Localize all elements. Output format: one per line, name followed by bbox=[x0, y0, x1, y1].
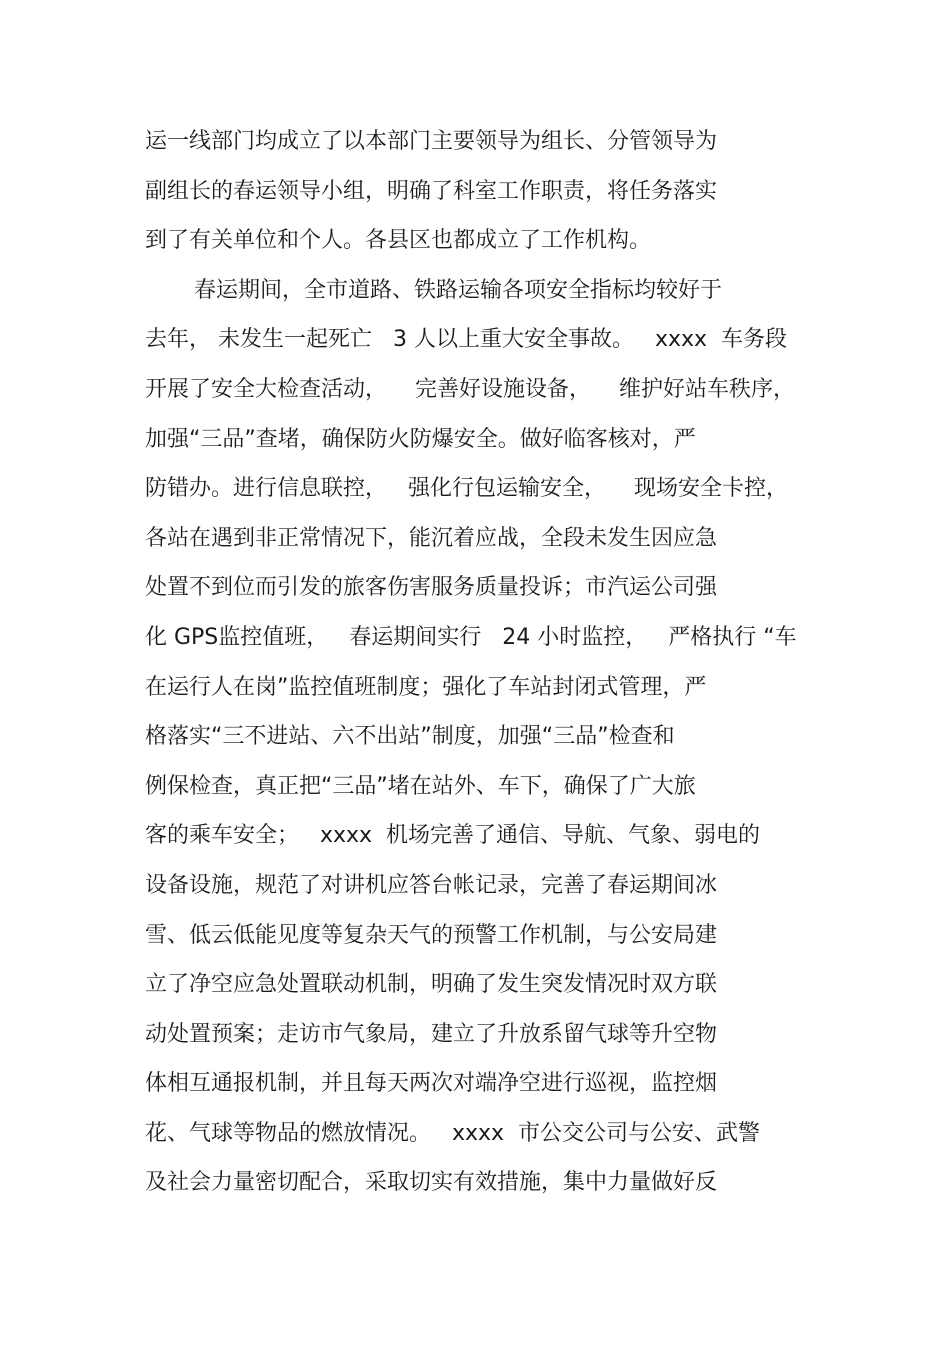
text-line: 加强“三品”查堵，确保防火防爆安全。做好临客核对，严 bbox=[145, 426, 696, 452]
text-line: 去年， 未发生一起死亡 3 人以上重大安全事故。 xxxx 车务段 bbox=[145, 327, 788, 353]
text-line: 处置不到位而引发的旅客伤害服务质量投诉；市汽运公司强 bbox=[145, 575, 718, 601]
text-line: 及社会力量密切配合，采取切实有效措施，集中力量做好反 bbox=[145, 1170, 718, 1196]
text-line: 设备设施，规范了对讲机应答台帐记录，完善了春运期间冰 bbox=[145, 872, 718, 898]
text-line: 花、气球等物品的燃放情况。 xxxx 市公交公司与公安、武警 bbox=[145, 1120, 761, 1146]
text-line: 副组长的春运领导小组，明确了科室工作职责，将任务落实 bbox=[145, 178, 718, 204]
text-line: 体相互通报机制，并且每天两次对端净空进行巡视，监控烟 bbox=[145, 1071, 718, 1097]
text-line: 格落实“三不进站、六不出站”制度，加强“三品”检查和 bbox=[145, 724, 675, 750]
text-line: 立了净空应急处置联动机制，明确了发生突发情况时双方联 bbox=[145, 972, 718, 998]
text-line: 客的乘车安全； xxxx 机场完善了通信、导航、气象、弱电的 bbox=[145, 823, 761, 849]
text-line: 在运行人在岗”监控值班制度；强化了车站封闭式管理，严 bbox=[145, 674, 707, 700]
text-line: 例保检查，真正把“三品”堵在站外、车下，确保了广大旅 bbox=[145, 773, 696, 799]
text-line: 化 GPS监控值班， 春运期间实行 24 小时监控， 严格执行 “车 bbox=[145, 624, 797, 650]
text-line: 到了有关单位和个人。各县区也都成立了工作机构。 bbox=[145, 228, 652, 254]
body-text bbox=[145, 124, 845, 1215]
text-line: 开展了安全大检查活动， 完善好设施设备， 维护好站车秩序， bbox=[145, 376, 795, 402]
text-line: 雪、低云低能见度等复杂天气的预警工作机制，与公安局建 bbox=[145, 922, 718, 948]
text-line: 防错办。进行信息联控， 强化行包运输安全， 现场安全卡控， bbox=[145, 476, 788, 502]
paragraph-start-line: 春运期间，全市道路、铁路运输各项安全指标均较好于 bbox=[194, 277, 723, 303]
text-line: 运一线部门均成立了以本部门主要领导为组长、分管领导为 bbox=[145, 129, 718, 154]
text-line: 动处置预案；走访市气象局，建立了升放系留气球等升空物 bbox=[145, 1021, 718, 1047]
text-line: 各站在遇到非正常情况下，能沉着应战，全段未发生因应急 bbox=[145, 525, 718, 551]
